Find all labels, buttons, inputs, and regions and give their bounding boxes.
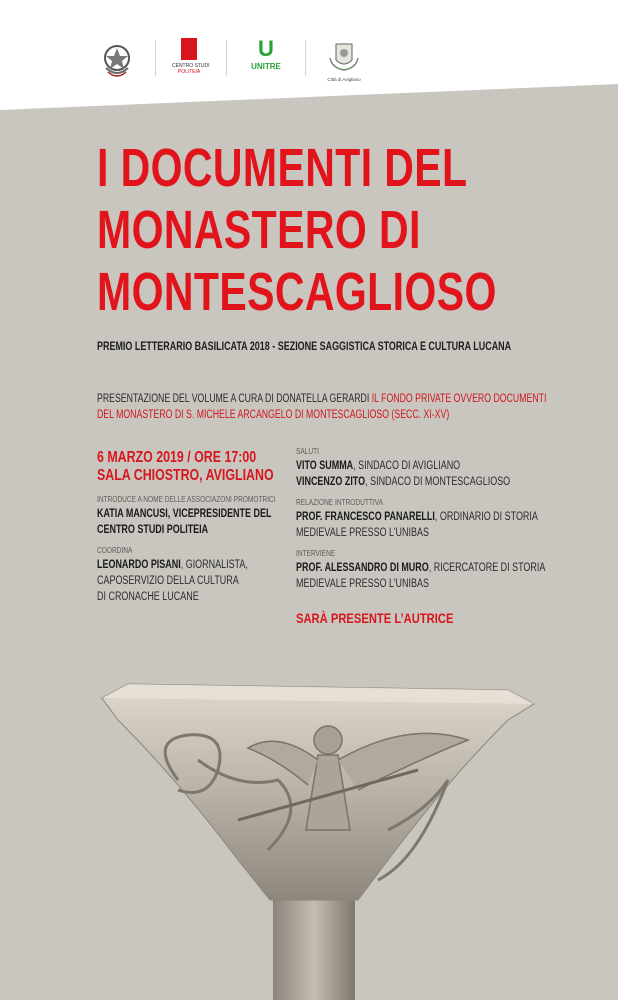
intro-speaker: KATIA MANCUSI, VICEPRESIDENTE DEL: [97, 508, 272, 520]
logo-separator: [155, 40, 156, 76]
stone-capital-image: [88, 660, 538, 1000]
unitre-logo: [246, 38, 286, 82]
presentation-intro: PRESENTAZIONE DEL VOLUME A CURA DI DONATELLA GERARDI: [97, 393, 372, 405]
intro-label: INTRODUCE A NOME DELLE ASSOCIAZONI PROMOTRICI: [97, 495, 276, 504]
award-subtitle: PREMIO LETTERARIO BASILICATA 2018 - SEZIONE SAGGISTICA STORICA E CULTURA LUCANA: [97, 341, 512, 353]
logo-separator: [226, 40, 227, 76]
greetings-label: SALUTI: [296, 447, 319, 456]
avigliano-caption: Città di Avigliano: [327, 77, 361, 82]
city-crest-icon: [324, 38, 364, 72]
greeting-2: VINCENZO ZITO, SINDACO DI MONTESCAGLIOSO: [296, 476, 511, 488]
event-venue: SALA CHIOSTRO, AVIGLIANO: [97, 467, 274, 484]
report-speaker-line2: MEDIEVALE PRESSO L’UNIBAS: [296, 527, 429, 539]
unitre-mark: U: [258, 36, 274, 61]
report-speaker: PROF. FRANCESCO PANARELLI, ORDINARIO DI STORIA: [296, 511, 538, 523]
title-line-3: MONTESCAGLIOSO: [97, 262, 497, 322]
centro-studi-logo: [172, 38, 210, 82]
poster-title: [97, 137, 497, 323]
book-title-part1: IL FONDO PRIVATE OVVERO DOCUMENTI: [371, 393, 547, 405]
event-date-time: 6 MARZO 2019 / ORE 17:00: [97, 449, 257, 466]
coordinator-line2: CAPOSERVIZIO DELLA CULTURA: [97, 575, 239, 587]
avigliano-logo: [324, 38, 364, 82]
centro-studi-sub: POLITEIA: [177, 69, 201, 75]
author-present: SARÀ PRESENTE L’AUTRICE: [296, 610, 454, 626]
logo-separator: [305, 40, 306, 76]
centro-studi-name: CENTRO STUDI: [172, 63, 210, 69]
unitre-name: UNITRE: [251, 62, 281, 71]
centro-studi-mark-icon: [181, 38, 197, 60]
coordinator-line3: DI CRONACHE LUCANE: [97, 591, 199, 603]
coordinator: LEONARDO PISANI, GIORNALISTA,: [97, 559, 248, 571]
seal-emblem-icon: [98, 38, 136, 82]
report-label: RELAZIONE INTRODUTTIVA: [296, 498, 383, 507]
speaks-speaker: PROF. ALESSANDRO DI MURO, RICERCATORE DI STORIA: [296, 562, 546, 574]
greeting-1: VITO SUMMA, SINDACO DI AVIGLIANO: [296, 460, 461, 472]
logo-bar: [0, 0, 618, 95]
speaks-speaker-line2: MEDIEVALE PRESSO L’UNIBAS: [296, 578, 429, 590]
title-line-1: I DOCUMENTI DEL: [97, 138, 468, 198]
speaks-label: INTERVIENE: [296, 549, 336, 558]
coordinator-label: COORDINA: [97, 546, 133, 555]
right-column: [296, 447, 596, 626]
intro-speaker-line2: CENTRO STUDI POLITEIA: [97, 524, 209, 536]
title-line-2: MONASTERO DI: [97, 200, 421, 260]
book-title-part2: DEL MONASTERO DI S. MICHELE ARCANGELO DI MONTESCAGLIOSO (SECC. XI-XV): [97, 409, 450, 421]
presentation-text: [97, 391, 547, 423]
